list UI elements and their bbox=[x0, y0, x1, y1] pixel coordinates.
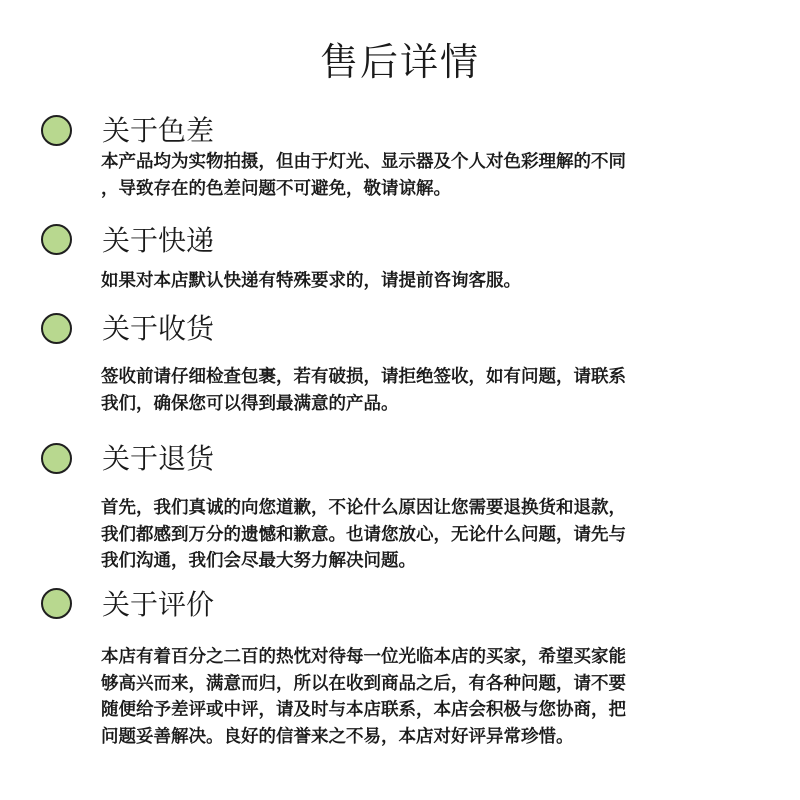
section-body bbox=[101, 149, 751, 202]
section-body bbox=[101, 364, 751, 417]
body-line: 本店有着百分之二百的热忱对待每一位光临本店的买家，希望买家能 bbox=[101, 647, 626, 667]
section-heading: 关于收货 bbox=[102, 312, 215, 345]
body-line: 签收前请仔细检查包裹，若有破损，请拒绝签收，如有问题，请联系 bbox=[101, 367, 626, 387]
bullet-circle-icon bbox=[41, 588, 72, 619]
section-heading: 关于评价 bbox=[102, 588, 215, 621]
section-heading: 关于色差 bbox=[102, 114, 215, 147]
bullet-circle-icon bbox=[41, 443, 72, 474]
section-body bbox=[101, 644, 751, 750]
section-body bbox=[101, 495, 751, 575]
section-body bbox=[101, 268, 751, 295]
section-heading: 关于快递 bbox=[102, 224, 215, 257]
page-title: 售后详情 bbox=[319, 40, 480, 84]
body-line: 首先，我们真诚的向您道歉，不论什么原因让您需要退换货和退款， bbox=[101, 498, 626, 518]
body-line: 我们都感到万分的遗憾和歉意。也请您放心，无论什么问题，请先与 bbox=[101, 524, 626, 545]
body-line: ，导致存在的色差问题不可避免，敬请谅解。 bbox=[101, 178, 451, 199]
body-line: 随便给予差评或中评，请及时与本店联系，本店会积极与您协商，把 bbox=[101, 700, 626, 720]
body-line: 本产品均为实物拍摄，但由于灯光、显示器及个人对色彩理解的不同 bbox=[101, 152, 626, 172]
bullet-circle-icon bbox=[41, 115, 72, 146]
body-line: 问题妥善解决。良好的信誉来之不易，本店对好评异常珍惜。 bbox=[101, 726, 574, 747]
body-line: 我们沟通，我们会尽最大努力解决问题。 bbox=[101, 551, 416, 571]
bullet-circle-icon bbox=[41, 224, 72, 255]
body-line: 如果对本店默认快递有特殊要求的，请提前咨询客服。 bbox=[101, 271, 521, 291]
body-line: 够高兴而来，满意而归，所以在收到商品之后，有各种问题，请不要 bbox=[101, 673, 626, 694]
bullet-circle-icon bbox=[41, 313, 72, 344]
section-heading: 关于退货 bbox=[102, 442, 215, 475]
body-line: 我们，确保您可以得到最满意的产品。 bbox=[101, 393, 399, 414]
